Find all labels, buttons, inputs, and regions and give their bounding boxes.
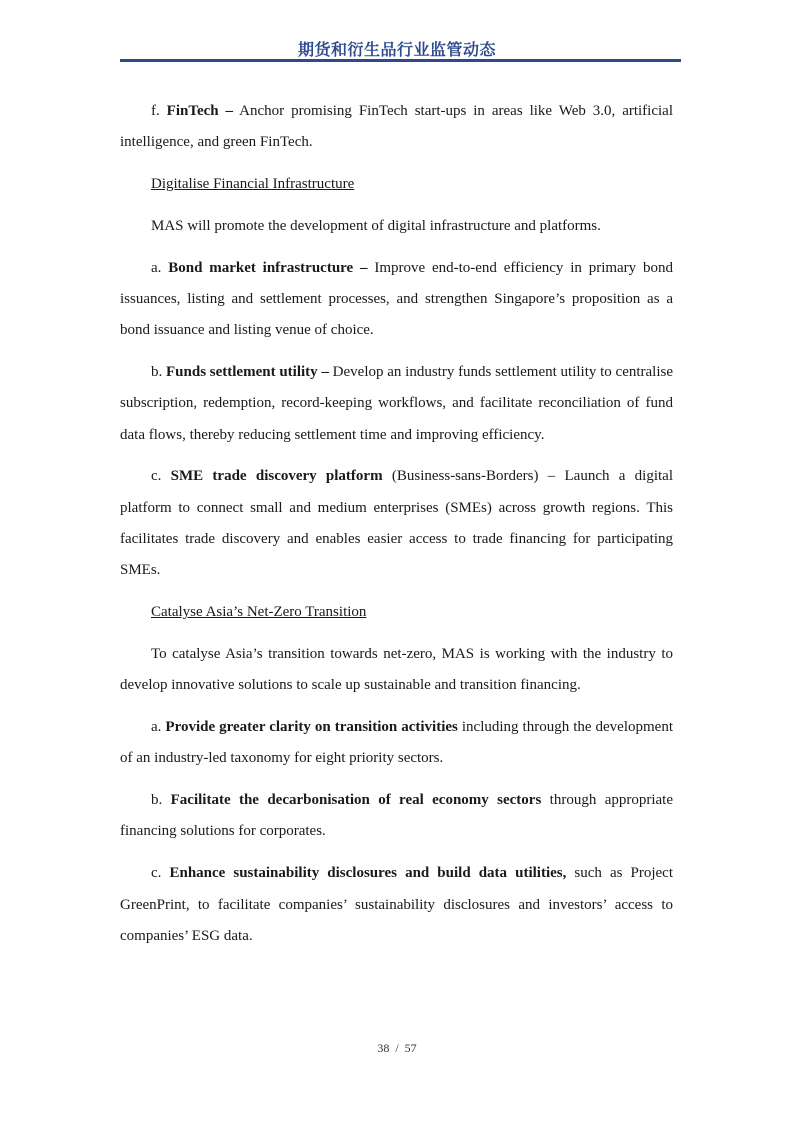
- section-heading-digitalise: Digitalise Financial Infrastructure: [151, 176, 355, 193]
- list-marker: c.: [151, 865, 170, 882]
- item-text: including through the development of an industry-led taxonomy for eight priority sectors.: [120, 719, 673, 767]
- paragraph-sustainability-disclosures: [120, 858, 673, 952]
- page-header-title: 期货和衍生品行业监管动态: [297, 40, 496, 59]
- item-text: Anchor promising FinTech start-ups in areas like Web 3.0, artificial intelligence, and green FinTech.: [120, 103, 673, 151]
- item-text: Improve end-to-end efficiency in primary bond issuances, listing and settlement processes, and strengthen Singapore’s proposition as a bond issuance and listing venue of choice.: [120, 259, 673, 339]
- paragraph-sme-platform: [120, 461, 673, 586]
- paragraph-fintech: [120, 96, 673, 159]
- page-number: 38 / 57: [377, 1041, 417, 1055]
- list-marker: b.: [151, 792, 171, 809]
- item-title: FinTech –: [166, 103, 234, 119]
- item-text: Develop an industry funds settlement utility to centralise subscription, redemption, record-keeping workflows, and facilitate reconciliation of fund data flows, thereby reducing settlement time and improving efficiency.: [120, 364, 674, 443]
- section-heading-net-zero: Catalyse Asia’s Net-Zero Transition: [151, 604, 367, 621]
- paragraph-transition-clarity: [120, 712, 673, 775]
- header-divider: [120, 59, 681, 62]
- item-title: Provide greater clarity on transition activities: [165, 719, 458, 736]
- paragraph-funds-settlement: [120, 357, 673, 451]
- paragraph-decarbonisation: [120, 785, 673, 848]
- paragraph-intro-net-zero: To catalyse Asia’s transition towards net-zero, MAS is working with the industry to develop innovative solutions to scale up sustainable and transition financing.: [120, 645, 673, 694]
- item-text: such as Project GreenPrint, to facilitate companies’ sustainability disclosures and investors’ access to companies’ ESG data.: [120, 865, 673, 944]
- list-marker: a.: [151, 259, 169, 276]
- paragraph-bond-market: [120, 253, 673, 347]
- item-title: SME trade discovery platform: [170, 468, 383, 485]
- list-marker: a.: [151, 719, 166, 736]
- paragraph-intro-digital: MAS will promote the development of digital infrastructure and platforms.: [151, 217, 601, 234]
- item-title: Facilitate the decarbonisation of real economy sectors: [170, 792, 542, 809]
- item-text: through appropriate financing solutions for corporates.: [120, 792, 674, 840]
- item-title: Bond market infrastructure –: [168, 259, 368, 276]
- list-marker: b.: [151, 364, 166, 381]
- list-marker: f.: [151, 103, 167, 119]
- document-body: [120, 96, 673, 963]
- item-text: (Business-sans-Borders) – Launch a digital platform to connect small and medium enterprises (SMEs) across growth regions. This facilitates trade discovery and enables easier access to trade financing for participating SMEs.: [120, 468, 673, 579]
- item-title: Funds settlement utility –: [166, 364, 329, 381]
- list-marker: c.: [151, 468, 171, 485]
- item-title: Enhance sustainability disclosures and build data utilities,: [169, 865, 567, 882]
